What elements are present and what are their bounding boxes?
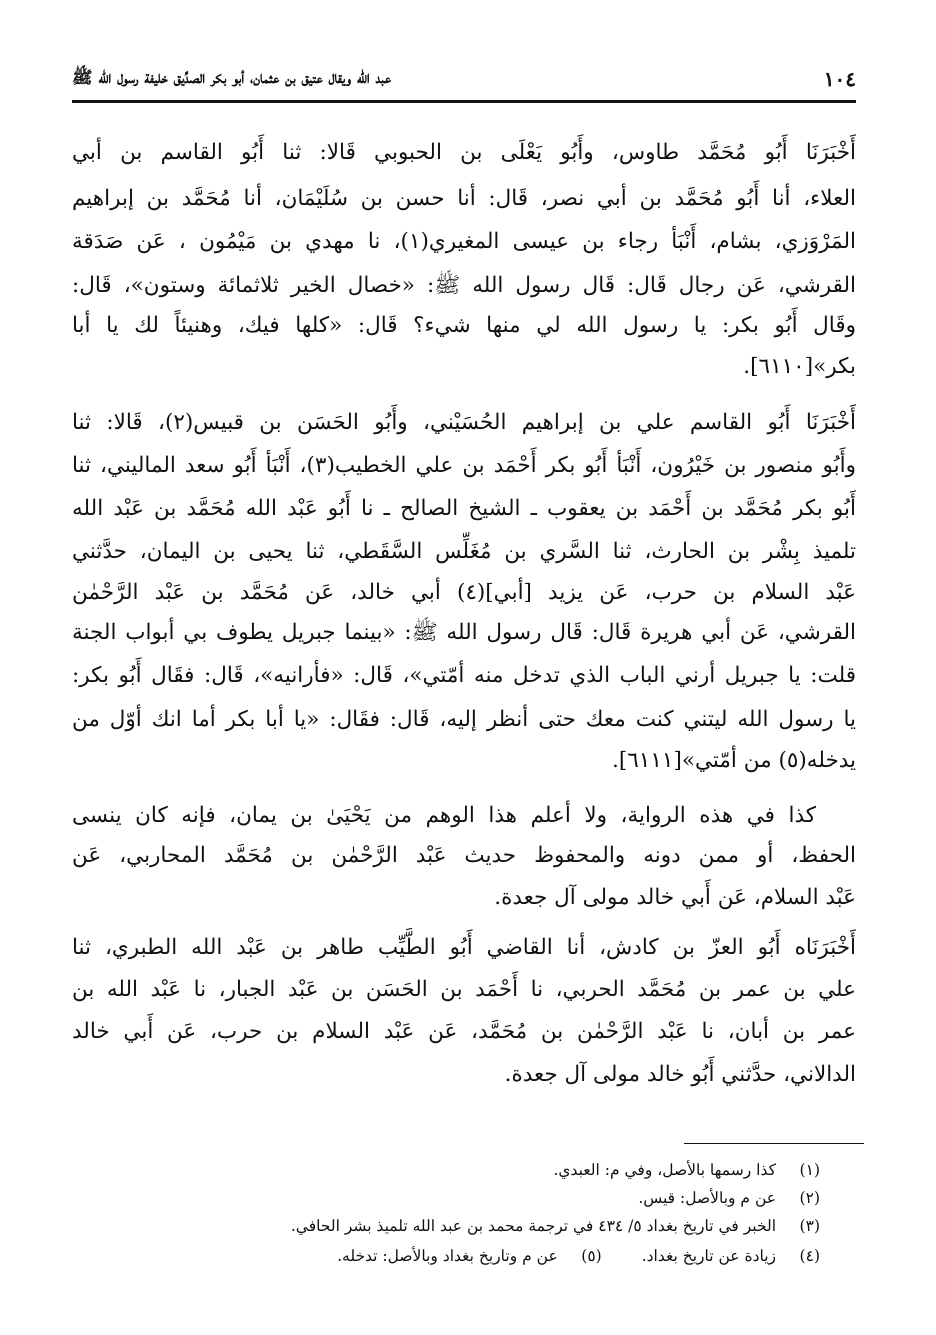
- footnote-row: [80, 1243, 820, 1269]
- footnote-text: عن م وتاريخ بغداد وبالأصل: تدخله.: [337, 1247, 558, 1265]
- text-line: يا رسول الله ليتني كنت معك حتى أنظر إليه، قَال: فقَال: «يا أبا بكر أما انك أوّل من: [72, 707, 856, 732]
- footnote: [642, 1243, 820, 1269]
- text-line: بكر»[٦١١٠].: [743, 354, 856, 379]
- running-title: عبد الله ويقال عتيق بن عثمان، أبو بكر الصدِّيق خليفة رسول الله ﷺ: [72, 67, 391, 88]
- footnote-number: (٥): [581, 1247, 602, 1265]
- footnote-text: عن م وبالأصل: قيس.: [638, 1189, 776, 1207]
- text-line: قلت: يا جبريل أرني الباب الذي تدخل منه أمّتي»، قَال: «فأرانيه»، قَال: فقَال أَبُو بكر:: [72, 663, 856, 688]
- text-line: أَبُو بكر مُحَمَّد بن أَحْمَد بن يعقوب ـ الشيخ الصالح ـ نا أَبُو عَبْد الله مُحَمَّد بن عَبْد الله: [72, 496, 856, 521]
- footnote-number: (٤): [799, 1247, 820, 1265]
- footnote-text: كذا رسمها بالأصل، وفي م: العبدي.: [553, 1161, 776, 1179]
- footnote: [80, 1157, 820, 1183]
- page-header: [72, 62, 856, 96]
- text-line: وأَبُو منصور بن خَيْرُون، أَنْبَأ أَبُو بكر أَحْمَد بن علي الخطيب(٣)، أَنْبَأ أَبُو سعد الماليني، ثنا: [72, 453, 856, 478]
- footnote: [337, 1243, 602, 1269]
- text-line: أَخْبَرَنَاه أَبُو العزّ بن كادش، أنا القاضي أَبُو الطَّيِّب طاهر بن عَبْد الله الطبري، ثنا: [72, 935, 856, 960]
- text-line: تلميذ بِشْر بن الحارث، ثنا السَّري بن مُغَلِّس السَّقَطي، ثنا يحيى بن اليمان، حدَّثني: [72, 539, 856, 564]
- text-line: عمر بن أبان، نا عَبْد الرَّحْمٰن بن مُحَمَّد، عَن عَبْد السلام بن حرب، عَن أَبي خالد: [72, 1019, 856, 1044]
- text-line: علي بن عمر بن مُحَمَّد الحربي، نا أَحْمَد بن الحَسَن بن عَبْد الجبار، نا عَبْد الله بن: [72, 977, 856, 1002]
- footnote: [80, 1213, 820, 1239]
- header-rule: [72, 100, 856, 103]
- footnote-text: الخبر في تاريخ بغداد ٥/ ٤٣٤ في ترجمة محمد بن عبد الله تلميذ بشر الحافي.: [290, 1217, 776, 1235]
- text-line: العلاء، أنا أَبُو مُحَمَّد بن أبي نصر، قَال: أنا حسن بن سُلَيْمَان، أنا مُحَمَّد بن إبراهيم: [72, 186, 856, 211]
- page-number: ١٠٤: [823, 67, 856, 91]
- footnote-number: (٣): [799, 1217, 820, 1235]
- text-line: أَخْبَرَنَا أَبُو مُحَمَّد طاوس، وأَبُو يَعْلَى بن الحبوبي قَالا: ثنا أَبُو القاسم بن أبي: [72, 140, 856, 165]
- footnote-number: (١): [799, 1161, 820, 1179]
- footnote-number: (٢): [799, 1189, 820, 1207]
- text-line: وقَال أَبُو بكر: يا رسول الله لي منها شيء؟ قَال: «كلها فيك، وهنيئاً لك يا أبا: [72, 313, 856, 338]
- text-line: يدخله(٥) من أمّتي»[٦١١١].: [612, 748, 856, 773]
- text-line: كذا في هذه الرواية، ولا أعلم هذا الوهم من يَحْيَىٰ بن يمان، فإنه كان ينسى: [72, 803, 816, 828]
- text-line: الدالاني، حدَّثني أَبُو خالد مولى آل جعدة.: [504, 1062, 856, 1087]
- footnote: [80, 1185, 820, 1211]
- text-line: عَبْد السلام بن حرب، عَن يزيد [أبي](٤) أبي خالد، عَن مُحَمَّد بن عَبْد الرَّحْمٰن: [72, 580, 856, 605]
- text-line: عَبْد السلام، عَن أَبي خالد مولى آل جعدة.: [494, 885, 856, 910]
- footnote-rule: [684, 1143, 864, 1144]
- text-line: أَخْبَرَنَا أَبُو القاسم علي بن إبراهيم الحُسَيْني، وأَبُو الحَسَن بن قبيس(٢)، قَالا: ثنا: [72, 410, 856, 435]
- text-line: القرشي، عَن رجال قَال: قَال رسول الله ﷺ: «خصال الخير ثلاثمائة وستون»، قَال:: [72, 273, 856, 298]
- footnote-text: زيادة عن تاريخ بغداد.: [641, 1247, 776, 1265]
- text-line: القرشي، عَن أبي هريرة قَال: قَال رسول الله ﷺ: «بينما جبريل يطوف بي أبواب الجنة: [72, 620, 856, 645]
- text-line: الحفظ، أو ممن دونه والمحفوظ حديث عَبْد الرَّحْمٰن بن مُحَمَّد المحاربي، عَن: [72, 843, 856, 868]
- text-line: المَرْوَزي، بشام، أَنْبَأ رجاء بن عيسى المغيري(١)، نا مهدي بن مَيْمُون ، عَن صَدَقة: [72, 229, 856, 254]
